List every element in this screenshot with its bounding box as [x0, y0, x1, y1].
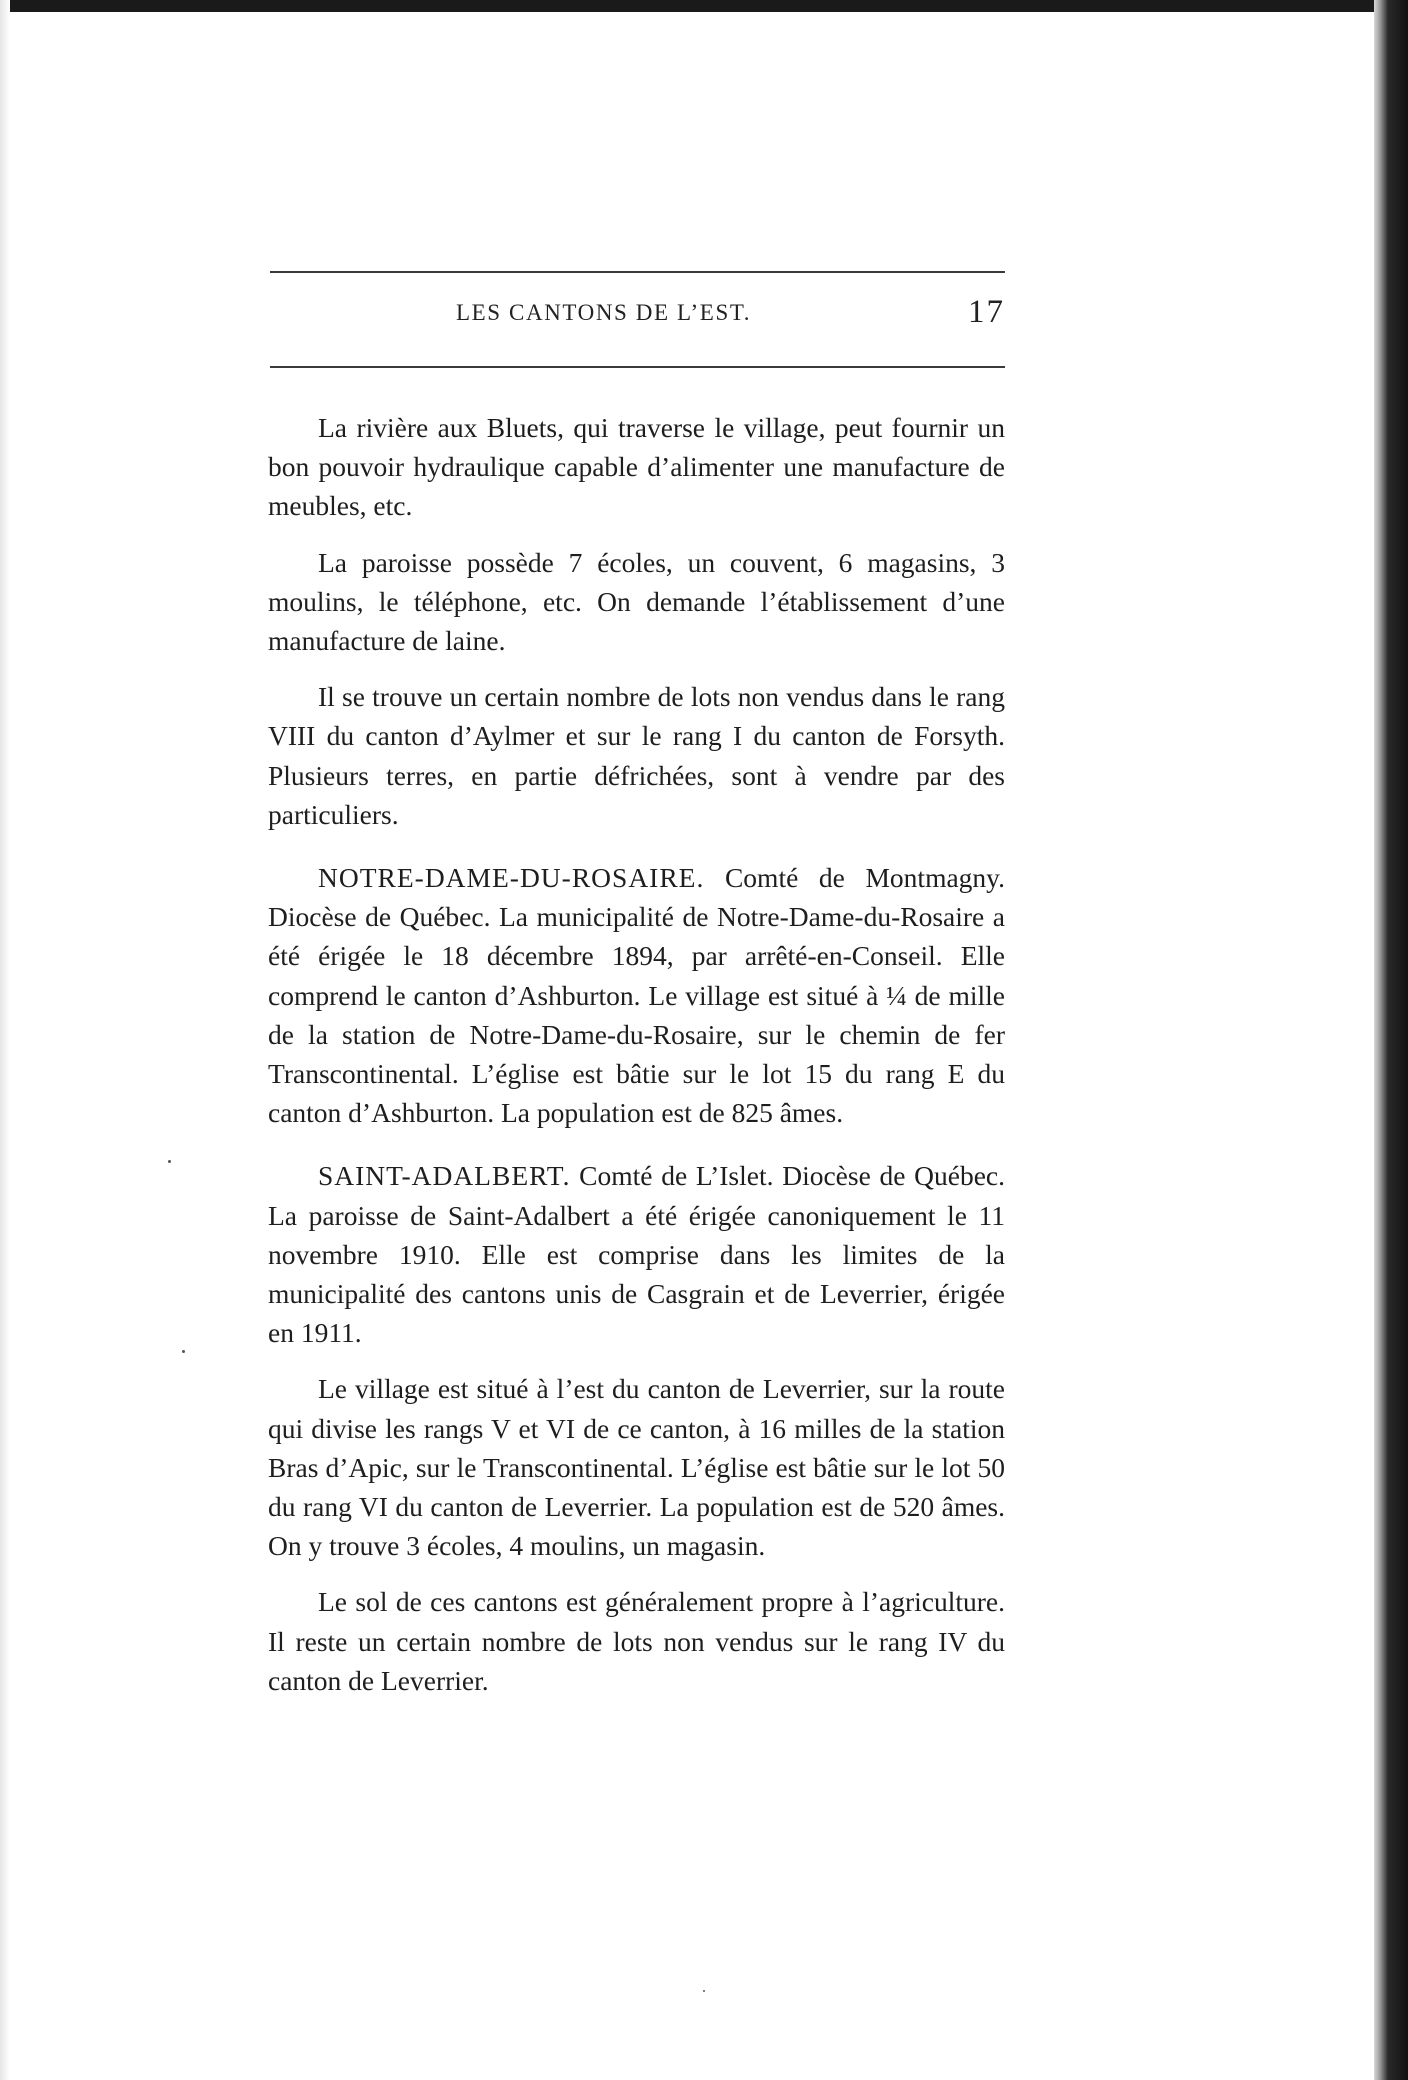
- scan-speck: [182, 1350, 185, 1353]
- paragraph-sol: Le sol de ces cantons est généralement propre à l’agriculture. Il reste un certain nombre de lots non vendus sur le rang IV du canton de Leverrier.: [268, 1586, 1005, 1696]
- scan-edge-left: [0, 0, 10, 2080]
- body-text: [268, 408, 1005, 1717]
- entry-notre-dame-du-rosaire: [268, 858, 1005, 1132]
- paragraph-bluets: La rivière aux Bluets, qui traverse le village, peut fournir un bon pouvoir hydraulique capable d’alimenter une manufacture de meubles, etc.: [268, 412, 1005, 522]
- entry-saint-adalbert: [268, 1156, 1005, 1352]
- paragraph-lots-non-vendus: Il se trouve un certain nombre de lots non vendus dans le rang VIII du canton d’Aylmer et sur le rang I du canton de Forsyth. Plusieurs terres, en partie défrichées, sont à vendre par des particuliers.: [268, 681, 1005, 830]
- entry-heading: SAINT-ADALBERT.: [318, 1160, 571, 1192]
- scan-speck: [168, 1160, 171, 1163]
- page-header: [270, 294, 1005, 338]
- page-number: 17: [968, 294, 1005, 330]
- running-title: LES CANTONS DE L’EST.: [456, 300, 752, 325]
- paragraph-village-leverrier: Le village est situé à l’est du canton de Leverrier, sur la route qui divise les rangs V et VI de ce canton, à 16 milles de la station Bras d’Apic, sur le Transcontinental. L’église est bâtie sur le lot 50 du rang VI du canton de Leverrier. La population est de 520 âmes. On y trouve 3 écoles, 4 moulins, un magasin.: [268, 1373, 1005, 1562]
- entry-heading: NOTRE-DAME-DU-ROSAIRE.: [318, 862, 705, 894]
- header-rule-bottom: [270, 366, 1005, 368]
- header-rule-top: [270, 271, 1005, 273]
- scan-speck: [703, 1990, 705, 1992]
- scan-edge-right: [1374, 0, 1408, 2080]
- entry-text: Comté de Montmagny. Diocèse de Québec. La municipalité de Notre-Dame-du-Rosaire a été érigée le 18 décembre 1894, par arrêté-en-Conseil. Elle comprend le canton d’Ashburton. Le village est situé à ¼ de mille de la station de Notre-Dame-du-Rosaire, sur le chemin de fer Transcontinental. L’église est bâtie sur le lot 15 du rang E du canton d’Ashburton. La population est de 825 âmes.: [268, 862, 1005, 1129]
- entry-text: Comté de L’Islet. Diocèse de Québec. La paroisse de Saint-Adalbert a été érigée canoniquement le 11 novembre 1910. Elle est comprise dans les limites de la municipalité des cantons unis de Casgrain et de Leverrier, érigée en 1911.: [268, 1160, 1005, 1349]
- paragraph-ecoles: La paroisse possède 7 écoles, un couvent, 6 magasins, 3 moulins, le téléphone, etc. On demande l’établissement d’une manufacture de laine.: [268, 546, 1005, 657]
- scan-edge-top: [0, 0, 1408, 12]
